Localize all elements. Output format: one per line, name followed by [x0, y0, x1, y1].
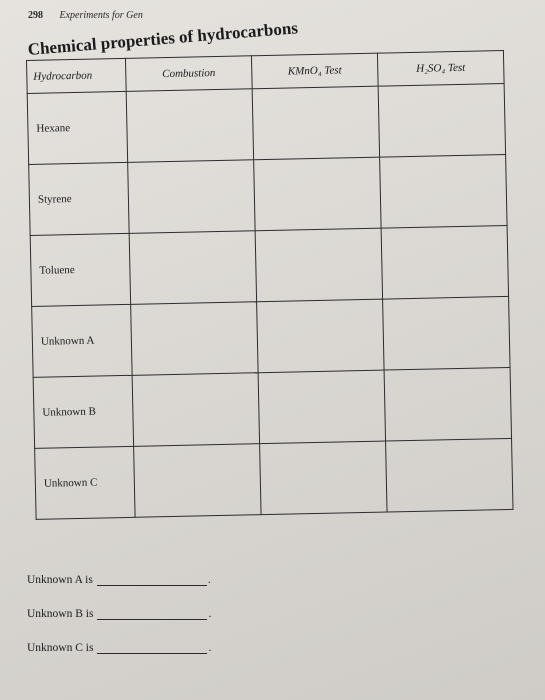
column-header-hydrocarbon: Hydrocarbon	[27, 58, 127, 93]
page-header	[28, 10, 143, 21]
answer-section	[27, 552, 211, 654]
row-label-hexane: Hexane	[27, 91, 127, 164]
answer-blank-unknown-b[interactable]	[97, 607, 207, 620]
unknown-b-kmno4-cell[interactable]	[258, 370, 385, 444]
row-label-unknown-a: Unknown A	[32, 304, 132, 377]
answer-period: .	[208, 642, 212, 654]
toluene-combustion-cell[interactable]	[129, 231, 256, 305]
unknown-a-h2so4-cell[interactable]	[383, 296, 510, 370]
hexane-h2so4-cell[interactable]	[378, 83, 505, 157]
hexane-kmno4-cell[interactable]	[252, 86, 379, 160]
answer-label-unknown-b: Unknown B is	[27, 608, 94, 620]
answer-unknown-a	[27, 552, 211, 586]
unknown-a-combustion-cell[interactable]	[131, 302, 258, 376]
row-label-unknown-b: Unknown B	[33, 375, 133, 448]
answer-unknown-c	[27, 620, 211, 654]
column-header-kmno4: KMnO₄ Test	[251, 53, 378, 89]
row-label-styrene: Styrene	[29, 162, 129, 235]
toluene-kmno4-cell[interactable]	[255, 228, 382, 302]
table-row	[33, 367, 511, 448]
styrene-kmno4-cell[interactable]	[254, 157, 381, 231]
table-row	[35, 438, 513, 519]
page-number: 298	[28, 10, 43, 21]
answer-period: .	[207, 574, 211, 586]
column-header-h2so4: H₂SO₄ Test	[377, 50, 504, 86]
running-title: Experiments for Gen	[59, 10, 143, 21]
hexane-combustion-cell[interactable]	[126, 89, 253, 163]
worksheet-title: Chemical properties of hydrocarbons	[27, 18, 299, 59]
unknown-b-combustion-cell[interactable]	[132, 373, 259, 447]
answer-blank-unknown-a[interactable]	[97, 573, 207, 586]
styrene-combustion-cell[interactable]	[128, 160, 255, 234]
answer-unknown-b	[27, 586, 211, 620]
unknown-c-kmno4-cell[interactable]	[260, 441, 387, 515]
row-label-unknown-c: Unknown C	[35, 446, 135, 519]
unknown-a-kmno4-cell[interactable]	[257, 299, 384, 373]
answer-label-unknown-a: Unknown A is	[27, 574, 93, 586]
answer-period: .	[208, 608, 212, 620]
table-row	[27, 83, 505, 164]
table-row	[32, 296, 510, 377]
properties-table	[26, 50, 514, 520]
unknown-c-combustion-cell[interactable]	[134, 444, 261, 518]
row-label-toluene: Toluene	[30, 233, 130, 306]
column-header-combustion: Combustion	[125, 56, 252, 92]
unknown-b-h2so4-cell[interactable]	[384, 367, 511, 441]
table-row	[29, 154, 507, 235]
answer-label-unknown-c: Unknown C is	[27, 642, 94, 654]
unknown-c-h2so4-cell[interactable]	[386, 438, 513, 512]
table-row	[30, 225, 508, 306]
toluene-h2so4-cell[interactable]	[381, 225, 508, 299]
answer-blank-unknown-c[interactable]	[97, 641, 207, 654]
styrene-h2so4-cell[interactable]	[380, 154, 507, 228]
